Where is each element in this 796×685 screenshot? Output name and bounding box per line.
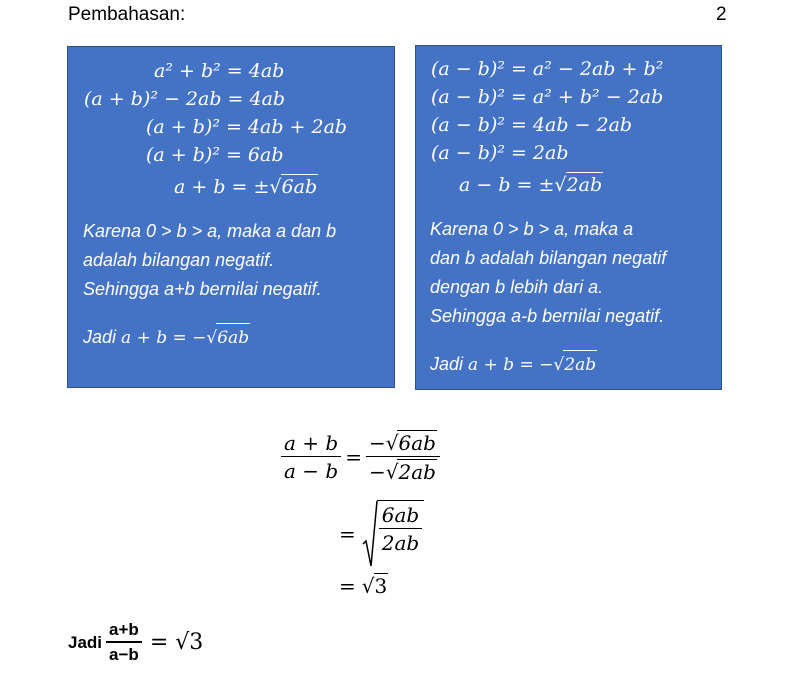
sqrt-ratio-fraction: $\frac{-√6ab}{-√2ab}$ [366,430,440,484]
left-solution-box [67,46,395,388]
left-eq-5: a + b = ±√6ab [174,176,318,198]
derivation-step-3: = √3 [339,573,388,598]
right-eq-1: (a − b)² = a² − 2ab + b² [431,58,664,80]
left-eq-1: a² + b² = 4ab [154,60,285,82]
right-explanation [430,215,666,331]
final-answer-label: Jadi [68,632,103,652]
left-eq-3: (a + b)² = 4ab + 2ab [146,116,348,138]
right-eq-3: (a − b)² = 4ab − 2ab [431,114,633,136]
final-result: = √3 [149,630,204,655]
right-text-line-1: Karena 0 > b > a, maka a [430,219,634,239]
sqrt-symbol: √3 [361,574,388,598]
sqrt-symbol: √2ab [553,350,597,380]
left-explanation [83,217,336,304]
right-text-line-2: dan b adalah bilangan negatif [430,248,667,268]
right-text-line-4: Sehingga a-b bernilai negatif. [430,306,665,326]
sqrt-symbol: √6ab [269,176,318,198]
left-conclusion: Jadi a + b = −√6ab [83,323,250,353]
final-answer [68,620,203,665]
large-sqrt-symbol: $\frac{6ab}{2ab}$ [362,500,424,568]
left-text-line-2: adalah bilangan negatif. [83,250,275,270]
sqrt-symbol: √6ab [206,323,250,353]
right-solution-box [415,45,722,390]
final-fraction: $\frac{a+b}{a-b}$ [106,620,142,665]
derivation-step-1: $\frac{a + b}{a - b}$ = $\frac{-√6ab}{-√2ab}$ [281,430,440,484]
ratio-fraction: $\frac{a + b}{a - b}$ [281,431,341,483]
left-text-line-1: Karena 0 > b > a, maka a dan b [83,221,337,241]
right-eq-2: (a − b)² = a² + b² − 2ab [431,86,664,108]
right-conclusion: Jadi a + b = −√2ab [430,350,597,380]
left-eq-4: (a + b)² = 6ab [146,144,284,166]
right-eq-5: a − b = ±√2ab [459,174,603,196]
left-eq-2: (a + b)² − 2ab = 4ab [84,88,286,110]
page-number: 2 [716,4,727,25]
page-heading: Pembahasan: [68,4,186,25]
derivation-step-2: = $\frac{6ab}{2ab}$ [339,500,424,568]
left-text-line-3: Sehingga a+b bernilai negatif. [83,279,322,299]
right-text-line-3: dengan b lebih dari a. [430,277,604,297]
right-eq-4: (a − b)² = 2ab [431,142,569,164]
sqrt-symbol: √2ab [554,174,603,196]
